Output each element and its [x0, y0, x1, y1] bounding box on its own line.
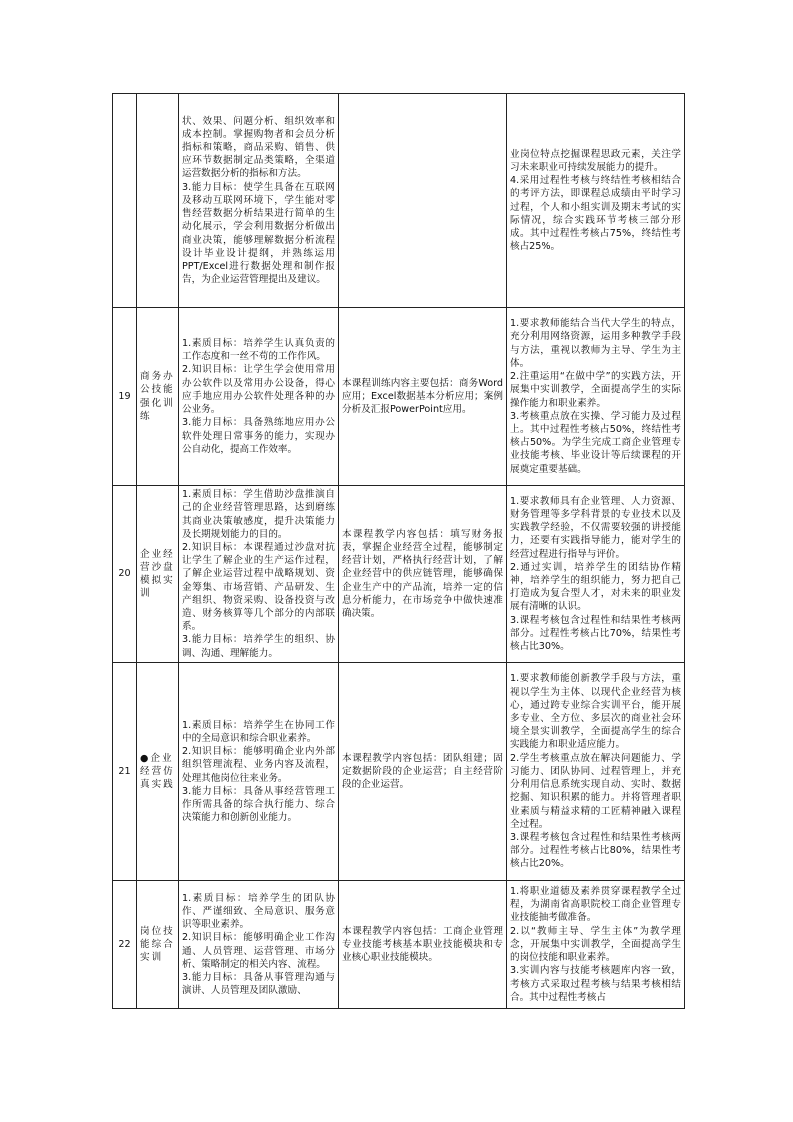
- course-requirements: [507, 663, 685, 881]
- goal-line: 3.能力目标：具备熟练地应用办公软件处理日常事务的能力，实现办公自动化，提高工作效率。: [182, 417, 335, 455]
- row-number: [113, 94, 137, 308]
- requirement-line: 1.将职业道德及素养贯穿课程教学全过程，为湖南省高职院校工商企业管理专业技能抽考做准备。: [510, 886, 681, 924]
- table-row: [113, 881, 685, 1009]
- course-goals: [179, 663, 339, 881]
- goal-line: 1.素质目标：培养学生的团队协作、严谨细致、全局意识、服务意识等职业素养。: [182, 892, 335, 931]
- course-content: 本课程教学内容包括：团队组建；固定数据阶段的企业运营；自主经营阶段的企业运营。: [339, 663, 507, 881]
- requirement-line: 3.实训内容与技能考核题库内容一致，考核方式采取过程考核与结果考核相结合。其中过程性考核占: [510, 965, 681, 1003]
- requirement-line: 2.学生考核重点放在解决问题能力、学习能力、团队协同、过程管理上，并充分利用信息系统实现自动、实时、数据挖掘、知识积累的能力。并将管理者职业素质与精益求精的工匠精神融入课程全过程。: [510, 752, 681, 830]
- row-number: 19: [113, 308, 137, 486]
- row-number: 22: [113, 881, 137, 1009]
- goal-line: 2.知识目标：让学生学会使用常用办公软件以及常用办公设备，得心应手地应用办公软件处理各种的办公业务。: [182, 364, 335, 416]
- requirement-line: 4.采用过程性考核与终结性考核相结合的考评方法，即课程总成绩由平时学习过程，个人和小组实训及期末考试的实际情况，综合实践环节考核三部分形成。其中过程性考核占75%，终结性考核占25%。: [510, 175, 681, 253]
- goal-line: 状、效果、问题分析、组织效率和成本控制。掌握购物者和会员分析指标和策略，商品采购、销售、供应环节数据制定品类策略，全渠道运营数据分析的指标和方法。: [182, 115, 335, 180]
- course-content: 本课程训练内容主要包括：商务Word应用；Excel数据基本分析应用；案例分析及汇报PowerPoint应用。: [339, 308, 507, 486]
- course-name: [137, 94, 179, 308]
- course-goals: [179, 486, 339, 663]
- table-row: [113, 94, 685, 308]
- goal-line: 3.能力目标：具备从事管理沟通与演讲、人员管理及团队激励、: [182, 971, 335, 997]
- course-goals: [179, 308, 339, 486]
- curriculum-table: [112, 93, 685, 1009]
- row-number: 20: [113, 486, 137, 663]
- requirement-line: 3.考核重点放在实操、学习能力及过程上。其中过程性考核占50%，终结性考核占50%。为学生完成工商企业管理专业技能考核、毕业设计等后续课程的开展奠定重要基础。: [510, 410, 681, 475]
- table-row: [113, 486, 685, 663]
- course-requirements: [507, 486, 685, 663]
- goal-line: 3.能力目标：具备从事经营管理工作所需具备的综合执行能力、综合决策能力和创新创业能力。: [182, 785, 335, 824]
- requirement-line: 3.课程考核包含过程性和结果性考核两部分。过程性考核占比80%，结果性考核占比20%。: [510, 831, 681, 870]
- goal-line: 2.知识目标：本课程通过沙盘对抗让学生了解企业的生产运作过程，了解企业运营过程中战略规划、资金筹集、市场营销、产品研发、生产组织、物资采购、设备投资与改造、财务核算等几个部分的内部联系。: [182, 541, 335, 633]
- requirement-line: 3.课程考核包含过程性和结果性考核两部分。过程性考核占比70%，结果性考核占比30%。: [510, 614, 681, 653]
- goal-line: 1.素质目标：培养学生在协同工作中的全局意识和综合职业素养。: [182, 719, 335, 744]
- requirement-line: 1.要求教师具有企业管理、人力资源、财务管理等多学科背景的专业技术以及实践教学经验，不仅需要较强的讲授能力，还要有实践指导能力，能对学生的经营过程进行指导与评价。: [510, 495, 681, 560]
- requirement-line: 2.注重运用“在做中学”的实践方法，开展集中实训教学，全面提高学生的实际操作能力和职业素养。: [510, 371, 681, 409]
- requirement-line: 1.要求教师能结合当代大学生的特点，充分利用网络资源，运用多种教学手段与方法，重视以教师为主导、学生为主体。: [510, 318, 681, 369]
- goal-line: 1.素质目标：学生借助沙盘推演自己的企业经营管理思路，达到磨练其商业决策敏感度，提升决策能力及长期规划能力的目的。: [182, 489, 335, 540]
- course-name: 商务办公技能强化训练: [137, 308, 179, 486]
- requirement-line: 1.要求教师能创新教学手段与方法，重视以学生为主体、以现代企业经营为核心，通过跨专业综合实训平台，能开展多专业、全方位、多层次的商业社会环境全景实训教学，全面提高学生的综合实践能力和职业适应能力。: [510, 673, 681, 751]
- goal-line: 2.知识目标：能够明确企业工作沟通、人员管理、运营管理、市场分析、策略制定的相关内容、流程。: [182, 932, 335, 970]
- course-requirements: [507, 308, 685, 486]
- goal-line: 3.能力目标：使学生具备在互联网及移动互联网环境下，学生能对零售经营数据分析结果进行简单的生动化展示，学会利用数据分析做出商业决策，能够理解数据分析流程设计毕业设计提纲，并熟练运用PPT/Excel进行数据处理和制作报告，为企业运营管理提出及建议。: [182, 181, 335, 286]
- course-requirements: [507, 94, 685, 308]
- requirement-line: 业岗位特点挖掘课程思政元素，关注学习未来职业可持续发展能力的提升。: [510, 148, 681, 173]
- goal-line: 3.能力目标：培养学生的组织、协调、沟通、理解能力。: [182, 634, 335, 659]
- course-content: 本课程教学内容包括：填写财务报表，掌握企业经营全过程，能够制定经营计划，严格执行经营计划，了解企业经营中的供应链管理，能够确保企业生产中的产品流，培养一定的信息分析能力，在市场竞争中做快速准确决策。: [339, 486, 507, 663]
- course-content: 本课程教学内容包括：工商企业管理专业技能考核基本职业技能模块和专业核心职业技能模块。: [339, 881, 507, 1009]
- requirement-line: 2.通过实训，培养学生的团结协作精神，培养学生的组织能力，努力把自己打造成为复合型人才，对未来的职业发展有清晰的认识。: [510, 561, 681, 613]
- goal-line: 1.素质目标：培养学生认真负责的工作态度和一丝不苟的工作作风。: [182, 338, 335, 363]
- course-goals: [179, 94, 339, 308]
- course-goals: [179, 881, 339, 1009]
- table-row: [113, 663, 685, 881]
- row-number: 21: [113, 663, 137, 881]
- course-name: ●企业经营仿真实践: [137, 663, 179, 881]
- course-requirements: [507, 881, 685, 1009]
- course-name: 企业经营沙盘模拟实训: [137, 486, 179, 663]
- table-row: [113, 308, 685, 486]
- goal-line: 2.知识目标：能够明确企业内外部组织管理流程、业务内容及流程，处理其他岗位往来业务。: [182, 746, 335, 784]
- course-content: [339, 94, 507, 308]
- requirement-line: 2.以“教师主导、学生主体”为教学理念，开展集中实训教学，全面提高学生的岗位技能和职业素养。: [510, 925, 681, 964]
- course-name: 岗位技能综合实训: [137, 881, 179, 1009]
